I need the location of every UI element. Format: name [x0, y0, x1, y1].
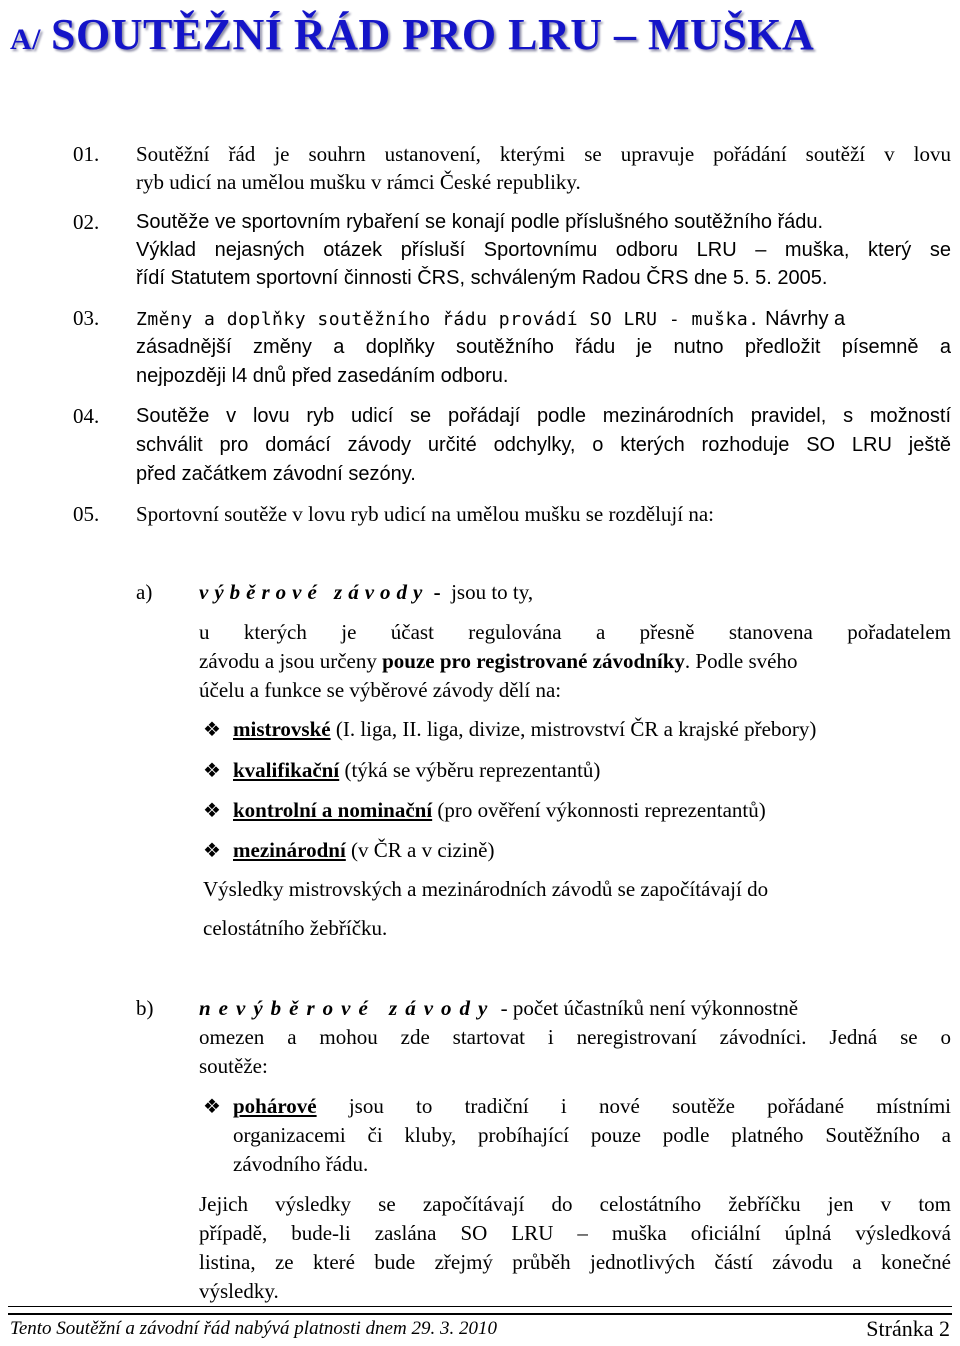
item-number: 01. — [73, 142, 100, 166]
list-item — [233, 1092, 951, 1121]
section-desc: soutěže: — [199, 1054, 268, 1078]
item-line: zásadnější změny a doplňky soutěžního řádu je nutno předložit písemně a — [136, 336, 951, 358]
list-item-term: mezinárodní — [233, 838, 346, 862]
section-label: a) — [136, 580, 153, 604]
item-number: 05. — [73, 502, 100, 526]
page-title — [10, 8, 814, 67]
list-item-text: jsou to tradiční i nové soutěže pořádané místními — [316, 1094, 951, 1118]
list-item — [233, 796, 766, 825]
list-item-cont: organizacemi či kluby, probíhající pouze podle platného Soutěžního a — [233, 1123, 951, 1147]
list-item-text: (týká se výběru reprezentantů) — [339, 758, 601, 782]
diamond-bullet-icon: ❖ — [203, 717, 221, 741]
item-line: řídí Statutem sportovní činnosti ČRS, schváleným Radou ČRS dne 5. 5. 2005. — [136, 267, 828, 289]
section-paragraph: listina, ze které bude zřejmý průběh jednotlivých částí závodu a konečné — [199, 1250, 951, 1274]
list-item — [233, 836, 495, 865]
heading-dash: - — [428, 580, 446, 604]
section-desc — [199, 647, 797, 676]
item-number: 04. — [73, 404, 100, 428]
page-number: Stránka 2 — [866, 1316, 950, 1341]
section-paragraph: případě, bude-li zaslána SO LRU – muška oficiální úplná výsledková — [199, 1221, 951, 1245]
section-paragraph: Jejich výsledky se započítávají do celostátního žebříčku jen v tom — [199, 1192, 951, 1216]
item-line: Výklad nejasných otázek přísluší Sportovnímu odboru LRU – muška, který se — [136, 239, 951, 261]
diamond-bullet-icon: ❖ — [203, 798, 221, 822]
title-prefix: A/ — [10, 23, 41, 56]
list-item-term: mistrovské — [233, 717, 331, 741]
section-desc: u kterých je účast regulována a přesně stanovena pořadatelem — [199, 620, 951, 644]
section-note: Výsledky mistrovských a mezinárodních závodů se započítávají do — [203, 877, 769, 901]
section-note: celostátního žebříčku. — [203, 916, 388, 940]
item-line: Soutěže ve sportovním rybaření se konají podle příslušného soutěžního řádu. — [136, 211, 824, 233]
desc-bold: pouze pro registrované závodníky — [382, 649, 685, 673]
item-line: Sportovní soutěže v lovu ryb udicí na umělou mušku se rozdělují na: — [136, 502, 714, 526]
section-heading-line — [199, 994, 798, 1023]
heading-after: jsou to ty, — [451, 580, 534, 604]
section-heading: výběrové závody — [199, 580, 429, 604]
list-item-term: kontrolní a nominační — [233, 798, 433, 822]
list-item-term: kvalifikační — [233, 758, 340, 782]
item-line: schválit pro domácí závody určité odchylky, o kterých rozhoduje SO LRU ještě — [136, 434, 951, 456]
diamond-bullet-icon: ❖ — [203, 838, 221, 862]
list-item-term: pohárové — [233, 1094, 317, 1118]
list-item-text: (v ČR a v cizině) — [345, 838, 495, 862]
item-line: Soutěže v lovu ryb udicí se pořádají podle mezinárodních pravidel, s možností — [136, 405, 951, 427]
item-line-part: Návrhy a — [759, 308, 846, 330]
footer-validity: Tento Soutěžní a závodní řád nabývá platnosti dnem 29. 3. 2010 — [10, 1318, 497, 1339]
list-item-cont: závodního řádu. — [233, 1152, 369, 1176]
list-item — [233, 756, 600, 785]
item-line: před začátkem závodní sezóny. — [136, 463, 416, 485]
item-line-part: Změny a doplňky soutěžního řádu provádí SO LRU - muška. — [136, 309, 760, 330]
section-desc: omezen a mohou zde startovat i neregistrovaní závodníci. Jedná se o — [199, 1025, 951, 1049]
item-line — [136, 304, 845, 334]
title-main: SOUTĚŽNÍ ŘÁD PRO LRU – MUŠKA — [51, 10, 815, 59]
item-line: nejpozději l4 dnů před zasedáním odboru. — [136, 365, 509, 387]
list-item-text: (pro ověření výkonnosti reprezentantů) — [432, 798, 766, 822]
diamond-bullet-icon: ❖ — [203, 1094, 221, 1118]
section-heading-line — [199, 578, 533, 607]
heading-after: - počet účastníků není výkonnostně — [495, 996, 799, 1020]
footer-divider — [8, 1306, 952, 1315]
section-paragraph: výsledky. — [199, 1279, 279, 1303]
section-desc: účelu a funkce se výběrové závody dělí na: — [199, 678, 562, 702]
list-item — [233, 715, 816, 744]
section-label: b) — [136, 996, 154, 1020]
item-number: 03. — [73, 306, 100, 330]
item-line: Soutěžní řád je souhrn ustanovení, kterými se upravuje pořádání soutěží v lovu — [136, 142, 951, 166]
item-number: 02. — [73, 210, 100, 234]
diamond-bullet-icon: ❖ — [203, 758, 221, 782]
list-item-text: (I. liga, II. liga, divize, mistrovství ČR a krajské přebory) — [330, 717, 817, 741]
section-heading: nevýběrové závody — [199, 996, 496, 1020]
desc-part: závodu a jsou určeny — [199, 649, 383, 673]
item-line: ryb udicí na umělou mušku v rámci České republiky. — [136, 170, 581, 194]
desc-part: . Podle svého — [684, 649, 798, 673]
